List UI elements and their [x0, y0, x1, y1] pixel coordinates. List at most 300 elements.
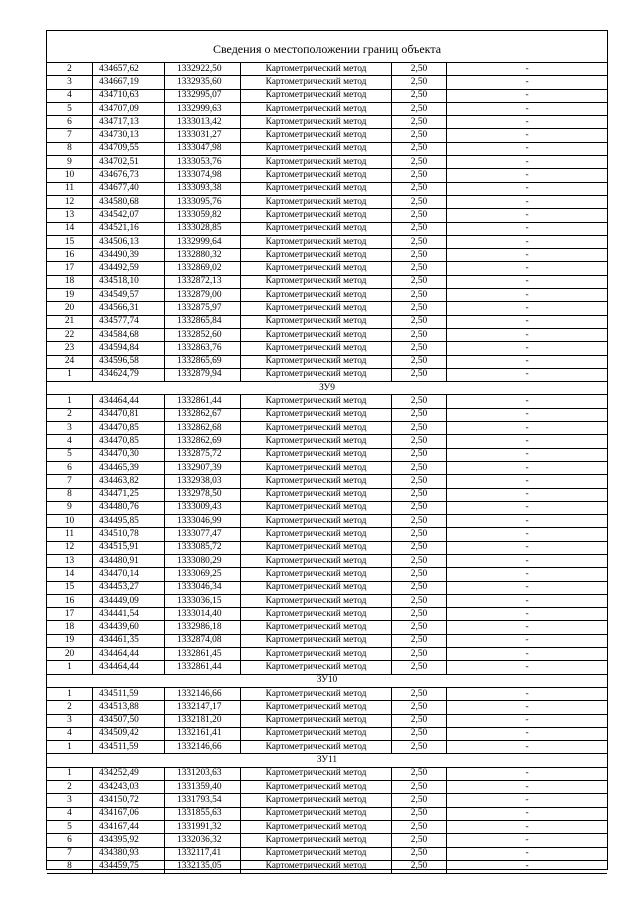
error-cell: 2,50: [392, 608, 447, 621]
description-cell: -: [447, 169, 608, 182]
point-number-cell: 12: [47, 195, 93, 208]
method-cell: Картометрический метод: [241, 142, 392, 155]
table-row: [47, 182, 607, 195]
y-coordinate-cell: 1333028,85: [165, 222, 241, 235]
table-row: [47, 807, 607, 820]
x-coordinate-cell: 434480,76: [93, 501, 165, 514]
point-number-cell: 9: [47, 501, 93, 514]
x-coordinate-cell: 434542,07: [93, 209, 165, 222]
table-row: [47, 129, 607, 142]
table-row: [47, 701, 607, 714]
point-number-cell: 5: [47, 820, 93, 833]
boundary-coordinates-table: [47, 63, 607, 874]
error-cell: 2,50: [392, 222, 447, 235]
error-cell: 2,50: [392, 781, 447, 794]
description-cell: -: [447, 116, 608, 129]
description-cell: -: [447, 475, 608, 488]
method-cell: Картометрический метод: [241, 501, 392, 514]
x-coordinate-cell: 434439,60: [93, 621, 165, 634]
error-cell: 2,50: [392, 515, 447, 528]
y-coordinate-cell: 1332863,76: [165, 342, 241, 355]
table-row: [47, 89, 607, 102]
page-title: Сведения о местоположении границ объекта: [47, 31, 607, 63]
y-coordinate-cell: 1331991,32: [165, 820, 241, 833]
point-number-cell: 19: [47, 289, 93, 302]
error-cell: 2,50: [392, 488, 447, 501]
x-coordinate-cell: 434464,44: [93, 648, 165, 661]
x-coordinate-cell: 434495,85: [93, 515, 165, 528]
x-coordinate-cell: 434471,25: [93, 488, 165, 501]
y-coordinate-cell: 1332861,44: [165, 661, 241, 674]
error-cell: 2,50: [392, 554, 447, 567]
method-cell: Картометрический метод: [241, 781, 392, 794]
point-number-cell: 10: [47, 515, 93, 528]
x-coordinate-cell: 434492,59: [93, 262, 165, 275]
y-coordinate-cell: 1333047,98: [165, 142, 241, 155]
table-row: [47, 116, 607, 129]
point-number-cell: 23: [47, 342, 93, 355]
y-coordinate-cell: 1332879,94: [165, 368, 241, 381]
error-cell: 2,50: [392, 741, 447, 754]
description-cell: -: [447, 860, 608, 873]
point-number-cell: 15: [47, 581, 93, 594]
error-cell: 2,50: [392, 528, 447, 541]
y-coordinate-cell: 1333031,27: [165, 129, 241, 142]
description-cell: -: [447, 249, 608, 262]
error-cell: 2,50: [392, 687, 447, 700]
description-cell: -: [447, 408, 608, 421]
description-cell: -: [447, 501, 608, 514]
description-cell: -: [447, 209, 608, 222]
description-cell: -: [447, 807, 608, 820]
error-cell: 2,50: [392, 634, 447, 647]
x-coordinate-cell: 434465,39: [93, 461, 165, 474]
method-cell: Картометрический метод: [241, 355, 392, 368]
error-cell: 2,50: [392, 182, 447, 195]
y-coordinate-cell: 1332862,69: [165, 435, 241, 448]
table-row: [47, 648, 607, 661]
y-coordinate-cell: 1332146,66: [165, 741, 241, 754]
method-cell: Картометрический метод: [241, 76, 392, 89]
y-coordinate-cell: 1332875,72: [165, 448, 241, 461]
point-number-cell: 10: [47, 169, 93, 182]
table-row: [47, 275, 607, 288]
method-cell: Картометрический метод: [241, 820, 392, 833]
method-cell: Картометрический метод: [241, 129, 392, 142]
method-cell: Картометрический метод: [241, 541, 392, 554]
error-cell: 2,50: [392, 328, 447, 341]
method-cell: Картометрический метод: [241, 102, 392, 115]
error-cell: 2,50: [392, 63, 447, 76]
description-cell: -: [447, 395, 608, 408]
table-row: [47, 395, 607, 408]
method-cell: Картометрический метод: [241, 328, 392, 341]
x-coordinate-cell: 434510,78: [93, 528, 165, 541]
y-coordinate-cell: 1332872,13: [165, 275, 241, 288]
method-cell: Картометрический метод: [241, 302, 392, 315]
y-coordinate-cell: 1333095,76: [165, 195, 241, 208]
x-coordinate-cell: 434395,92: [93, 834, 165, 847]
x-coordinate-cell: 434490,39: [93, 249, 165, 262]
table-row: [47, 235, 607, 248]
x-coordinate-cell: 434707,09: [93, 102, 165, 115]
table-row: [47, 608, 607, 621]
table-row: [47, 435, 607, 448]
point-number-cell: 2: [47, 63, 93, 76]
y-coordinate-cell: 1332986,18: [165, 621, 241, 634]
x-coordinate-cell: 434453,27: [93, 581, 165, 594]
table-row: [47, 408, 607, 421]
method-cell: Картометрический метод: [241, 661, 392, 674]
method-cell: Картометрический метод: [241, 475, 392, 488]
description-cell: -: [447, 741, 608, 754]
table-row: [47, 661, 607, 674]
error-cell: 2,50: [392, 860, 447, 873]
x-coordinate-cell: 434507,50: [93, 714, 165, 727]
point-number-cell: 7: [47, 129, 93, 142]
point-number-cell: 2: [47, 781, 93, 794]
description-cell: -: [447, 156, 608, 169]
error-cell: 2,50: [392, 395, 447, 408]
description-cell: -: [447, 820, 608, 833]
x-coordinate-cell: 434596,58: [93, 355, 165, 368]
x-coordinate-cell: 434470,30: [93, 448, 165, 461]
error-cell: 2,50: [392, 355, 447, 368]
method-cell: Картометрический метод: [241, 807, 392, 820]
point-number-cell: 20: [47, 302, 93, 315]
point-number-cell: 7: [47, 847, 93, 860]
table-row: [47, 328, 607, 341]
y-coordinate-cell: 1333080,29: [165, 554, 241, 567]
method-cell: Картометрический метод: [241, 182, 392, 195]
table-row: [47, 568, 607, 581]
method-cell: Картометрический метод: [241, 648, 392, 661]
description-cell: -: [447, 435, 608, 448]
point-number-cell: 3: [47, 76, 93, 89]
x-coordinate-cell: 434702,51: [93, 156, 165, 169]
y-coordinate-cell: 1332861,44: [165, 395, 241, 408]
method-cell: Картометрический метод: [241, 249, 392, 262]
error-cell: 2,50: [392, 834, 447, 847]
table-row: [47, 741, 607, 754]
y-coordinate-cell: 1332880,32: [165, 249, 241, 262]
method-cell: Картометрический метод: [241, 608, 392, 621]
section-row: [47, 674, 607, 687]
y-coordinate-cell: 1333046,34: [165, 581, 241, 594]
description-cell: -: [447, 701, 608, 714]
point-number-cell: 2: [47, 408, 93, 421]
error-cell: 2,50: [392, 594, 447, 607]
point-number-cell: 17: [47, 262, 93, 275]
table-row: [47, 448, 607, 461]
point-number-cell: 6: [47, 834, 93, 847]
point-number-cell: 5: [47, 102, 93, 115]
error-cell: 2,50: [392, 701, 447, 714]
description-cell: -: [447, 727, 608, 740]
error-cell: 2,50: [392, 142, 447, 155]
y-coordinate-cell: 1333069,25: [165, 568, 241, 581]
table-row: [47, 195, 607, 208]
point-number-cell: 1: [47, 767, 93, 780]
error-cell: 2,50: [392, 727, 447, 740]
error-cell: 2,50: [392, 235, 447, 248]
point-number-cell: 11: [47, 182, 93, 195]
method-cell: Картометрический метод: [241, 262, 392, 275]
y-coordinate-cell: 1331203,63: [165, 767, 241, 780]
table-row: [47, 541, 607, 554]
description-cell: -: [447, 63, 608, 76]
error-cell: 2,50: [392, 541, 447, 554]
y-coordinate-cell: 1333046,99: [165, 515, 241, 528]
y-coordinate-cell: 1331855,63: [165, 807, 241, 820]
y-coordinate-cell: 1333014,40: [165, 608, 241, 621]
x-coordinate-cell: 434513,88: [93, 701, 165, 714]
y-coordinate-cell: 1332999,63: [165, 102, 241, 115]
description-cell: -: [447, 847, 608, 860]
x-coordinate-cell: 434441,54: [93, 608, 165, 621]
method-cell: Картометрический метод: [241, 687, 392, 700]
y-coordinate-cell: 1332146,66: [165, 687, 241, 700]
table-row: [47, 342, 607, 355]
method-cell: Картометрический метод: [241, 342, 392, 355]
document-page: [46, 30, 608, 870]
point-number-cell: 8: [47, 142, 93, 155]
point-number-cell: 8: [47, 488, 93, 501]
point-number-cell: 18: [47, 621, 93, 634]
y-coordinate-cell: 1332865,69: [165, 355, 241, 368]
table-row: [47, 528, 607, 541]
method-cell: Картометрический метод: [241, 368, 392, 381]
error-cell: 2,50: [392, 621, 447, 634]
method-cell: Картометрический метод: [241, 435, 392, 448]
error-cell: 2,50: [392, 435, 447, 448]
table-row: [47, 515, 607, 528]
error-cell: 2,50: [392, 422, 447, 435]
method-cell: Картометрический метод: [241, 515, 392, 528]
x-coordinate-cell: 434580,68: [93, 195, 165, 208]
description-cell: -: [447, 581, 608, 594]
table-row: [47, 302, 607, 315]
method-cell: Картометрический метод: [241, 860, 392, 873]
point-number-cell: 1: [47, 368, 93, 381]
y-coordinate-cell: 1333036,15: [165, 594, 241, 607]
x-coordinate-cell: 434150,72: [93, 794, 165, 807]
method-cell: Картометрический метод: [241, 289, 392, 302]
method-cell: Картометрический метод: [241, 621, 392, 634]
description-cell: -: [447, 608, 608, 621]
method-cell: Картометрический метод: [241, 395, 392, 408]
x-coordinate-cell: 434566,31: [93, 302, 165, 315]
error-cell: 2,50: [392, 475, 447, 488]
y-coordinate-cell: 1332852,60: [165, 328, 241, 341]
error-cell: 2,50: [392, 807, 447, 820]
x-coordinate-cell: 434594,84: [93, 342, 165, 355]
point-number-cell: 20: [47, 648, 93, 661]
method-cell: Картометрический метод: [241, 422, 392, 435]
description-cell: -: [447, 76, 608, 89]
x-coordinate-cell: 434549,57: [93, 289, 165, 302]
description-cell: -: [447, 355, 608, 368]
error-cell: 2,50: [392, 156, 447, 169]
table-row: [47, 767, 607, 780]
method-cell: Картометрический метод: [241, 156, 392, 169]
method-cell: Картометрический метод: [241, 275, 392, 288]
y-coordinate-cell: 1332874,08: [165, 634, 241, 647]
method-cell: Картометрический метод: [241, 568, 392, 581]
point-number-cell: 12: [47, 541, 93, 554]
point-number-cell: 13: [47, 554, 93, 567]
y-coordinate-cell: 1332865,84: [165, 315, 241, 328]
table-row: [47, 289, 607, 302]
table-row: [47, 834, 607, 847]
table-row: [47, 102, 607, 115]
method-cell: Картометрический метод: [241, 461, 392, 474]
y-coordinate-cell: 1332938,03: [165, 475, 241, 488]
error-cell: 2,50: [392, 342, 447, 355]
y-coordinate-cell: 1332147,17: [165, 701, 241, 714]
error-cell: 2,50: [392, 368, 447, 381]
x-coordinate-cell: 434667,19: [93, 76, 165, 89]
table-row: [47, 488, 607, 501]
description-cell: -: [447, 634, 608, 647]
x-coordinate-cell: 434470,14: [93, 568, 165, 581]
y-coordinate-cell: 1332862,68: [165, 422, 241, 435]
x-coordinate-cell: 434167,44: [93, 820, 165, 833]
x-coordinate-cell: 434461,35: [93, 634, 165, 647]
error-cell: 2,50: [392, 102, 447, 115]
method-cell: Картометрический метод: [241, 767, 392, 780]
point-number-cell: 9: [47, 156, 93, 169]
error-cell: 2,50: [392, 714, 447, 727]
x-coordinate-cell: 434470,81: [93, 408, 165, 421]
y-coordinate-cell: 1332922,50: [165, 63, 241, 76]
description-cell: -: [447, 328, 608, 341]
point-number-cell: 14: [47, 222, 93, 235]
x-coordinate-cell: 434243,03: [93, 781, 165, 794]
point-number-cell: 1: [47, 741, 93, 754]
point-number-cell: 4: [47, 89, 93, 102]
y-coordinate-cell: 1332869,02: [165, 262, 241, 275]
y-coordinate-cell: 1332135,05: [165, 860, 241, 873]
method-cell: Картометрический метод: [241, 847, 392, 860]
table-row: [47, 634, 607, 647]
table-row: [47, 209, 607, 222]
y-coordinate-cell: 1333074,98: [165, 169, 241, 182]
description-cell: -: [447, 568, 608, 581]
table-row: [47, 594, 607, 607]
description-cell: -: [447, 275, 608, 288]
method-cell: Картометрический метод: [241, 554, 392, 567]
y-coordinate-cell: 1332935,60: [165, 76, 241, 89]
error-cell: 2,50: [392, 89, 447, 102]
x-coordinate-cell: 434480,91: [93, 554, 165, 567]
point-number-cell: 16: [47, 249, 93, 262]
point-number-cell: 1: [47, 395, 93, 408]
y-coordinate-cell: 1332117,41: [165, 847, 241, 860]
method-cell: Картометрический метод: [241, 315, 392, 328]
x-coordinate-cell: 434464,44: [93, 661, 165, 674]
x-coordinate-cell: 434449,09: [93, 594, 165, 607]
x-coordinate-cell: 434518,10: [93, 275, 165, 288]
point-number-cell: 11: [47, 528, 93, 541]
description-cell: -: [447, 781, 608, 794]
error-cell: 2,50: [392, 209, 447, 222]
y-coordinate-cell: 1333085,72: [165, 541, 241, 554]
y-coordinate-cell: 1331793,54: [165, 794, 241, 807]
error-cell: 2,50: [392, 661, 447, 674]
section-row: [47, 754, 607, 767]
x-coordinate-cell: 434506,13: [93, 235, 165, 248]
error-cell: 2,50: [392, 568, 447, 581]
table-row: [47, 860, 607, 873]
error-cell: 2,50: [392, 195, 447, 208]
method-cell: Картометрический метод: [241, 222, 392, 235]
x-coordinate-cell: 434463,82: [93, 475, 165, 488]
method-cell: Картометрический метод: [241, 834, 392, 847]
section-label: ЗУ9: [47, 382, 607, 395]
description-cell: -: [447, 621, 608, 634]
error-cell: 2,50: [392, 767, 447, 780]
description-cell: -: [447, 794, 608, 807]
y-coordinate-cell: 1332036,32: [165, 834, 241, 847]
point-number-cell: 24: [47, 355, 93, 368]
point-number-cell: 17: [47, 608, 93, 621]
x-coordinate-cell: 434657,62: [93, 63, 165, 76]
x-coordinate-cell: 434521,16: [93, 222, 165, 235]
table-row: [47, 169, 607, 182]
error-cell: 2,50: [392, 76, 447, 89]
method-cell: Картометрический метод: [241, 528, 392, 541]
y-coordinate-cell: 1333009,43: [165, 501, 241, 514]
method-cell: Картометрический метод: [241, 448, 392, 461]
point-number-cell: 6: [47, 116, 93, 129]
error-cell: 2,50: [392, 461, 447, 474]
x-coordinate-cell: 434167,06: [93, 807, 165, 820]
x-coordinate-cell: 434717,13: [93, 116, 165, 129]
description-cell: -: [447, 342, 608, 355]
error-cell: 2,50: [392, 408, 447, 421]
y-coordinate-cell: 1332861,45: [165, 648, 241, 661]
x-coordinate-cell: 434470,85: [93, 435, 165, 448]
table-row: [47, 794, 607, 807]
table-row: [47, 820, 607, 833]
description-cell: -: [447, 262, 608, 275]
x-coordinate-cell: 434252,49: [93, 767, 165, 780]
y-coordinate-cell: 1332879,00: [165, 289, 241, 302]
table-row: [47, 475, 607, 488]
y-coordinate-cell: 1332862,67: [165, 408, 241, 421]
method-cell: Картометрический метод: [241, 714, 392, 727]
y-coordinate-cell: 1332161,41: [165, 727, 241, 740]
description-cell: -: [447, 142, 608, 155]
table-row: [47, 368, 607, 381]
point-number-cell: 6: [47, 461, 93, 474]
x-coordinate-cell: 434710,63: [93, 89, 165, 102]
description-cell: -: [447, 315, 608, 328]
method-cell: Картометрический метод: [241, 634, 392, 647]
error-cell: 2,50: [392, 289, 447, 302]
table-row: [47, 76, 607, 89]
point-number-cell: 1: [47, 687, 93, 700]
y-coordinate-cell: 1332999,64: [165, 235, 241, 248]
table-row: [47, 554, 607, 567]
description-cell: -: [447, 289, 608, 302]
table-row: [47, 714, 607, 727]
table-row: [47, 156, 607, 169]
x-coordinate-cell: 434730,13: [93, 129, 165, 142]
point-number-cell: 13: [47, 209, 93, 222]
description-cell: -: [447, 767, 608, 780]
